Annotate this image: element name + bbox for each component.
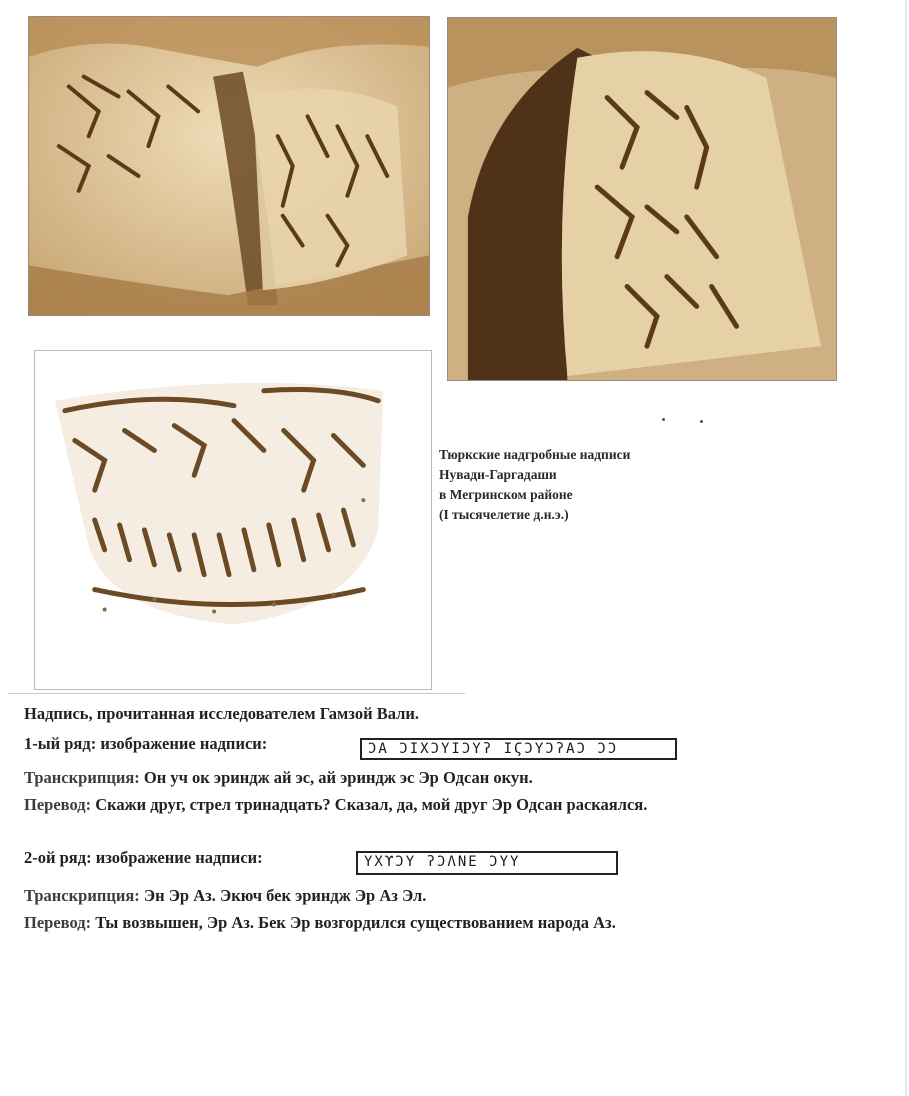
speck — [662, 418, 665, 421]
intro-text: Надпись, прочитанная исследователем Гамзой Вали. — [24, 704, 419, 723]
transcription-label: Транскрипция: — [24, 886, 140, 905]
row2-label: 2-ой ряд: изображение надписи: — [24, 848, 263, 867]
transcription-label: Транскрипция: — [24, 768, 140, 787]
page-edge — [905, 0, 907, 1096]
row2-translation — [24, 913, 616, 933]
inscription-drawing — [34, 350, 432, 690]
transcription-text: Он уч ок эриндж ай эс, ай эриндж эс Эр Одсан окун. — [143, 768, 533, 787]
transcription-text: Эн Эр Аз. Экюч бек эриндж Эр Аз Эл. — [143, 886, 427, 905]
translation-label: Перевод: — [24, 913, 92, 932]
caption-line-1: Тюркские надгробные надписи — [439, 447, 631, 462]
translation-label: Перевод: — [24, 795, 92, 814]
figure-caption — [439, 445, 630, 525]
row2-transcription — [24, 886, 426, 906]
row1-translation — [24, 795, 647, 815]
inscribed-stone-photo — [28, 16, 430, 316]
inscribed-stone-closeup-photo — [447, 17, 837, 381]
speck — [700, 420, 703, 423]
caption-line-2: Нувади-Гаргадаши — [439, 467, 557, 482]
row1-runes-box: ϽΑ ϽIΧϽYIϽYʔ ΙϚϽYϽʔΑϽ ϽϽ — [360, 738, 677, 760]
translation-text: Скажи друг, стрел тринадцать? Сказал, да, мой друг Эр Одсан раскаялся. — [95, 795, 648, 814]
divider — [8, 693, 465, 694]
row2-runes-box: YXϒϽY ʔϽΛNE ϽYY — [356, 851, 618, 875]
translation-text: Ты возвышен, Эр Аз. Бек Эр возгордился существованием народа Аз. — [95, 913, 616, 932]
caption-line-4: (I тысячелетие д.н.э.) — [439, 507, 569, 522]
row1-transcription — [24, 768, 533, 788]
caption-line-3: в Мегринском районе — [439, 487, 573, 502]
row1-label: 1-ый ряд: изображение надписи: — [24, 734, 268, 753]
